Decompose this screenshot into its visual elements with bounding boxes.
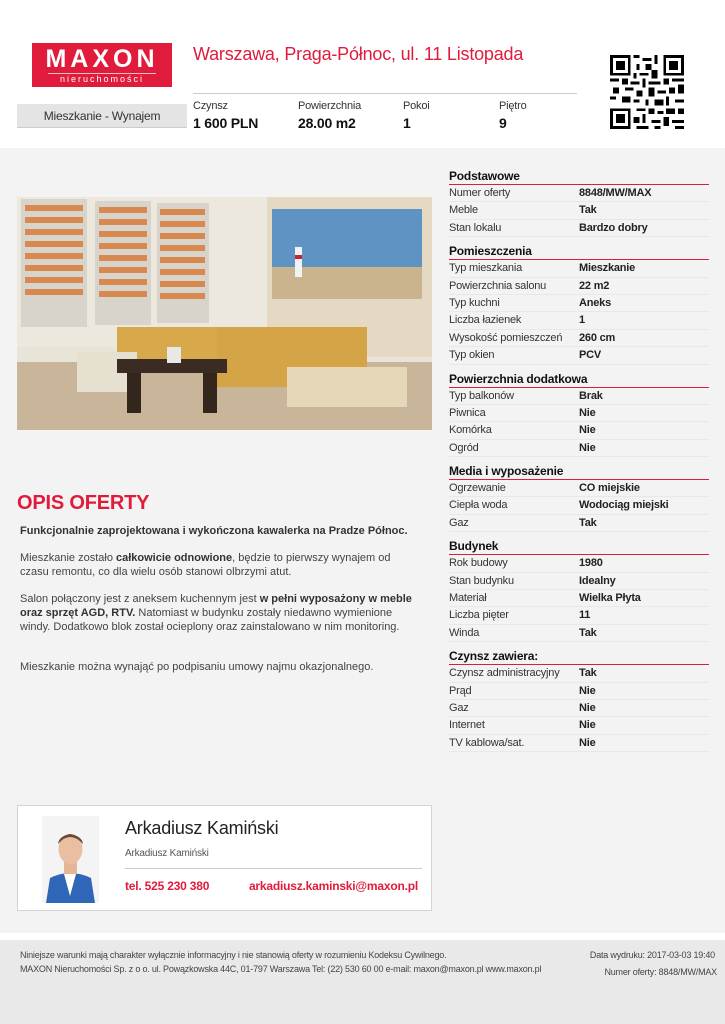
detail-row	[449, 295, 709, 312]
detail-row	[449, 388, 709, 405]
detail-label: Liczba łazienek	[449, 314, 522, 327]
stat-label: Piętro	[499, 100, 527, 112]
detail-value: 8848/MW/MAX	[579, 187, 652, 199]
offer-type-badge: Mieszkanie - Wynajem	[17, 104, 187, 128]
detail-value: Nie	[579, 736, 596, 749]
section-title: Podstawowe	[449, 168, 709, 185]
detail-row	[449, 312, 709, 329]
detail-value: Brak	[579, 389, 603, 402]
detail-label: Ciepła woda	[449, 499, 508, 512]
stat-rooms	[403, 100, 430, 131]
section-podstawowe	[449, 168, 709, 237]
section-title: Pomieszczenia	[449, 243, 709, 260]
detail-row	[449, 607, 709, 624]
detail-value: Tak	[579, 626, 597, 639]
detail-row	[449, 700, 709, 717]
detail-label: Meble	[449, 204, 478, 217]
detail-label: Gaz	[449, 701, 469, 714]
stat-value: 28.00 m2	[298, 115, 356, 131]
logo-sub-text: nieruchomości	[48, 73, 156, 85]
detail-value: Nie	[579, 719, 596, 732]
stat-label: Powierzchnia	[298, 100, 362, 112]
agent-subtitle: Arkadiusz Kamiński	[125, 848, 209, 859]
detail-value: Nie	[579, 424, 596, 437]
detail-label: Numer oferty	[449, 187, 511, 199]
footer-company: MAXON Nieruchomości Sp. z o o. ul. Powązkowska 44C, 01-797 Warszawa Tel: (22) 530 60 00 e-mail: maxon@maxon.pl www.maxon.pl	[20, 964, 542, 974]
stat-value: 1	[403, 115, 411, 131]
footer-print-date: Data wydruku: 2017-03-03 19:40	[589, 950, 715, 960]
detail-value: Nie	[579, 701, 596, 714]
detail-row	[449, 202, 709, 219]
detail-label: Typ balkonów	[449, 389, 514, 402]
detail-row	[449, 497, 709, 514]
offer-address: Warszawa, Praga-Północ, ul. 11 Listopada	[193, 44, 524, 64]
detail-row	[449, 683, 709, 700]
logo-main-text: MAXON	[45, 45, 159, 73]
detail-row	[449, 625, 709, 642]
detail-row	[449, 440, 709, 457]
detail-row	[449, 573, 709, 590]
detail-label: Prąd	[449, 684, 472, 697]
description-paragraph	[20, 592, 420, 634]
detail-row	[449, 330, 709, 347]
detail-value: PCV	[579, 349, 602, 362]
section-title: Powierzchnia dodatkowa	[449, 371, 709, 388]
divider	[125, 868, 422, 869]
detail-value: Nie	[579, 406, 596, 419]
qr-code	[610, 55, 684, 129]
detail-label: Gaz	[449, 516, 469, 529]
section-pomieszczenia	[449, 243, 709, 364]
detail-label: Komórka	[449, 424, 492, 437]
agent-avatar	[42, 816, 99, 903]
section-media	[449, 463, 709, 532]
detail-value: Idealny	[579, 574, 616, 587]
detail-value: Aneks	[579, 296, 612, 309]
detail-value: Tak	[579, 516, 597, 529]
maxon-logo[interactable]	[32, 43, 172, 87]
detail-row	[449, 515, 709, 532]
page-footer	[0, 940, 725, 1024]
agent-email-link[interactable]: arkadiusz.kaminski@maxon.pl	[248, 879, 418, 893]
detail-value: Wielka Płyta	[579, 592, 641, 605]
detail-row	[449, 422, 709, 439]
detail-label: Czynsz administracyjny	[449, 667, 560, 680]
footer-offer-number: Numer oferty: 8848/MW/MAX	[604, 967, 717, 977]
detail-value: 22 m2	[579, 279, 610, 292]
detail-label: Rok budowy	[449, 557, 508, 570]
detail-row	[449, 717, 709, 734]
detail-row	[449, 185, 709, 202]
detail-label: Liczba pięter	[449, 609, 509, 622]
detail-label: Wysokość pomieszczeń	[449, 331, 563, 344]
detail-label: Ogrzewanie	[449, 482, 506, 495]
section-title: Czynsz zawiera:	[449, 648, 709, 665]
page-header	[0, 0, 725, 148]
section-budynek	[449, 538, 709, 642]
detail-row	[449, 347, 709, 364]
agent-phone-link[interactable]: tel. 525 230 380	[125, 879, 210, 893]
detail-label: Typ kuchni	[449, 296, 500, 309]
description-lead: Funkcjonalnie zaprojektowana i wykończona kawalerka na Pradze Północ.	[20, 525, 408, 537]
detail-row	[449, 735, 709, 752]
apartment-photo[interactable]	[17, 197, 432, 430]
detail-row	[449, 260, 709, 277]
stat-floor	[499, 100, 527, 131]
agent-card	[17, 805, 432, 911]
detail-row	[449, 590, 709, 607]
description-paragraph: Mieszkanie można wynająć po podpisaniu umowy najmu okazjonalnego.	[20, 661, 374, 673]
detail-value: 1980	[579, 557, 603, 570]
text: Salon połączony jest z aneksem kuchennym jest	[20, 593, 260, 605]
detail-label: Materiał	[449, 592, 487, 605]
description-body	[20, 524, 420, 687]
detail-value: CO miejskie	[579, 482, 640, 495]
detail-label: Piwnica	[449, 406, 486, 419]
detail-value: Bardzo dobry	[579, 221, 648, 234]
detail-label: Winda	[449, 626, 480, 639]
detail-label: Stan lokalu	[449, 221, 502, 234]
detail-label: Ogród	[449, 441, 479, 454]
agent-name: Arkadiusz Kamiński	[125, 818, 279, 838]
description-title: OPIS OFERTY	[17, 492, 150, 514]
stat-value: 1 600 PLN	[193, 115, 259, 131]
detail-value: Wodociąg miejski	[579, 499, 669, 512]
detail-row	[449, 220, 709, 237]
detail-label: TV kablowa/sat.	[449, 736, 525, 749]
detail-row	[449, 278, 709, 295]
divider	[193, 93, 577, 94]
detail-label: Powierzchnia salonu	[449, 279, 547, 292]
stat-label: Pokoi	[403, 100, 430, 112]
detail-value: 1	[579, 314, 585, 327]
detail-row	[449, 555, 709, 572]
description-paragraph	[20, 551, 420, 579]
section-czynsz-zawiera	[449, 648, 709, 752]
text: Mieszkanie zostało	[20, 552, 116, 564]
section-powierzchnia-dodatkowa	[449, 371, 709, 458]
text: , będzie to pierwszy wynajem od czasu remontu, co dla wielu osób stanowi olbrzymi atut.	[20, 552, 391, 578]
stat-area	[298, 100, 361, 131]
detail-value: Tak	[579, 667, 597, 680]
detail-value: 11	[579, 609, 591, 622]
detail-value: Nie	[579, 684, 596, 697]
detail-row	[449, 665, 709, 682]
detail-value: Tak	[579, 204, 597, 217]
detail-label: Internet	[449, 719, 485, 732]
detail-label: Typ mieszkania	[449, 262, 523, 275]
footer-disclaimer: Niniejsze warunki mają charakter wyłącznie informacyjny i nie stanowią oferty w rozumieniu Kodeksu Cywilnego.	[20, 950, 447, 960]
stat-value: 9	[499, 115, 507, 131]
detail-row	[449, 405, 709, 422]
section-title: Media i wyposażenie	[449, 463, 709, 480]
text-bold: w pełni wyposażony w meble oraz sprzęt AGD, RTV.	[20, 593, 412, 619]
detail-label: Stan budynku	[449, 574, 514, 587]
detail-value: Mieszkanie	[579, 262, 636, 275]
detail-value: 260 cm	[579, 331, 616, 344]
details-column	[449, 168, 709, 758]
text: Natomiast w budynku zostały niedawno wymienione windy. Dodatkowo blok został ocieplony oraz zainstalowano w nim monitoring.	[20, 607, 400, 633]
section-title: Budynek	[449, 538, 709, 555]
stat-rent	[193, 100, 258, 131]
detail-row	[449, 480, 709, 497]
detail-label: Typ okien	[449, 349, 495, 362]
text-bold: całkowicie odnowione	[116, 552, 233, 564]
detail-value: Nie	[579, 441, 596, 454]
stat-label: Czynsz	[193, 100, 228, 112]
